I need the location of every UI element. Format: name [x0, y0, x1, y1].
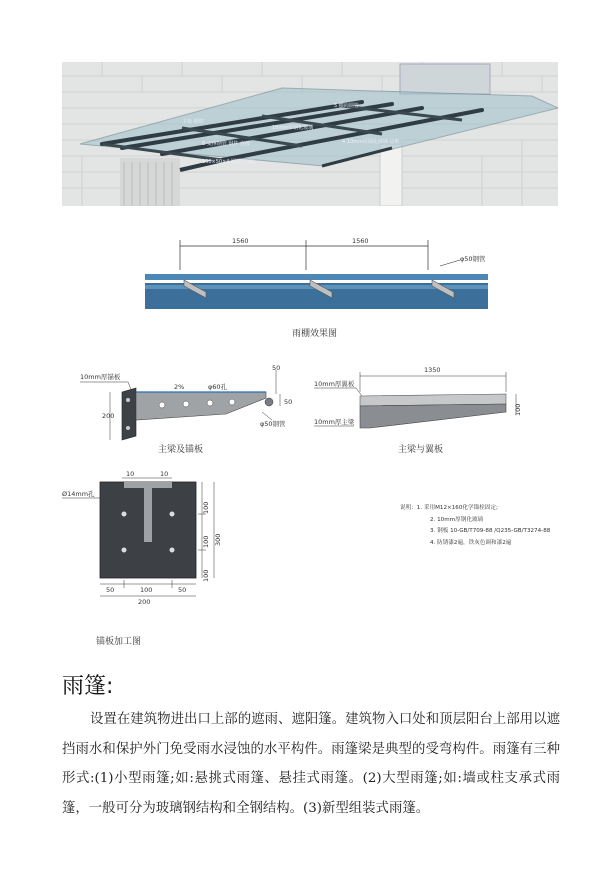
beam-pipe-note: φ50钢管 — [260, 420, 286, 428]
beam-dim-right: 50 — [284, 398, 293, 406]
note-line: 说明：1. 采用M12×160化学锚栓固定; — [400, 505, 498, 511]
drawing-notes — [400, 503, 550, 549]
section-dim-2: 1560 — [352, 237, 369, 245]
note-line: 3. 钢板 10-GB/T709-88 /Q235-GB/T3274-88 — [430, 528, 551, 534]
beam-slope: 2% — [174, 383, 185, 391]
note-line: 4. 防锈漆2遍，铁灰色调和漆2遍 — [430, 539, 512, 546]
wing-caption: 主梁与翼板 — [398, 445, 444, 455]
wing-height: 100 — [514, 403, 522, 416]
wing-bottom-label: 10mm厚主梁 — [314, 418, 355, 426]
anchor-top-2: 10 — [160, 470, 169, 478]
anchor-bottom-2: 100 — [140, 586, 153, 594]
anchor-right-3: 100 — [202, 569, 210, 582]
anchor-total-h: 300 — [214, 533, 222, 546]
section-drawing — [0, 230, 616, 350]
photo-label: 100×50×4 钢管(下弦) — [202, 159, 255, 165]
photo-label: 4 10mm厚钢化玻璃 边框 — [342, 139, 400, 145]
anchor-right-2: 100 — [202, 535, 210, 548]
canopy-photo — [62, 62, 558, 206]
note-line: 2. 10mm厚钢化玻璃 — [430, 516, 484, 523]
section-pipe-note: φ50钢管 — [460, 255, 486, 263]
anchor-bottom-1: 50 — [106, 586, 115, 594]
beam-dim-left: 200 — [102, 412, 115, 420]
section-dim-1: 1560 — [232, 237, 249, 245]
beam-drawing — [76, 362, 316, 462]
anchor-bottom-3: 50 — [178, 586, 187, 594]
anchor-caption: 锚板加工图 — [96, 637, 142, 647]
photo-label: 5 横向钢管 — [334, 103, 359, 109]
wing-length: 1350 — [424, 366, 441, 374]
wing-top-label: 10mm厚翼板 — [314, 380, 355, 388]
photo-label: 10mm厚钢化玻璃 — [272, 125, 314, 131]
anchor-total-w: 200 — [138, 598, 151, 606]
section-caption: 雨棚效果图 — [292, 329, 338, 339]
photo-label: 8 支撑钢管 钢件 连接 — [202, 141, 250, 147]
beam-caption: 主梁及锚板 — [158, 445, 204, 455]
anchor-right-1: 100 — [202, 501, 210, 514]
anchor-hole-label: Ø14mm孔 — [62, 490, 95, 498]
body-paragraph: 设置在建筑物进出口上部的遮雨、遮阳篷。建筑物入口处和顶层阳台上部用以遮挡雨水和保护外门免受雨水浸蚀的水平构件。雨篷梁是典型的受弯构件。雨篷有三种形式:(1)小型雨篷;如:悬挑式雨篷、悬挂式雨篷。(2)大型雨篷;如:墙或柱支承式雨篷，一般可分为玻璃钢结构和全钢结构。(3)新型组装式雨篷。 — [62, 712, 560, 816]
photo-label: 主梁 钢管 — [182, 119, 204, 125]
section-heading: 雨篷: — [62, 674, 114, 699]
anchor-top-1: 10 — [126, 470, 135, 478]
beam-plate-label: 10mm厚锚板 — [80, 373, 121, 381]
anchor-drawing — [62, 466, 242, 656]
beam-hole-note: φ60孔 — [208, 383, 228, 391]
beam-dim-top: 50 — [272, 364, 281, 372]
wing-drawing — [310, 362, 540, 462]
